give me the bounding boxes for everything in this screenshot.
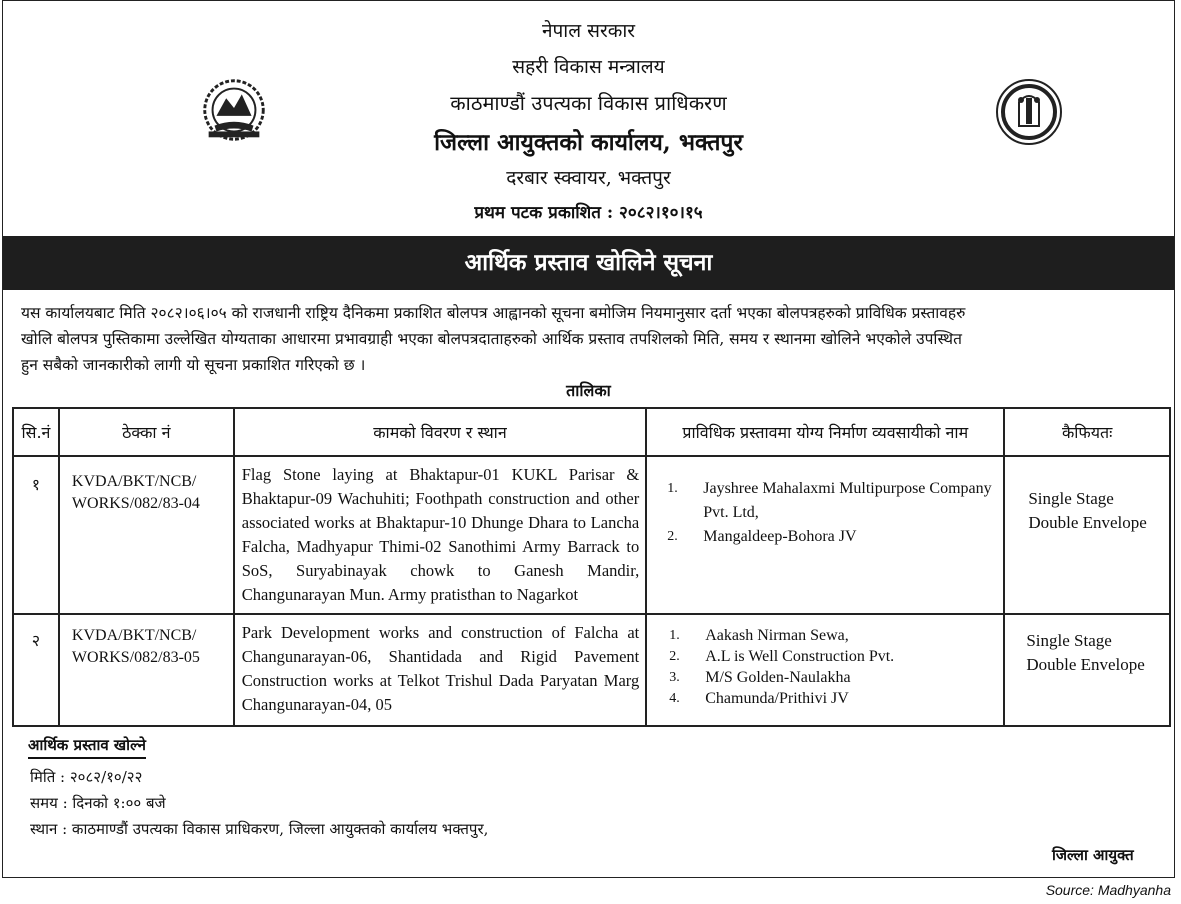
list-item xyxy=(667,525,997,549)
remark-line: Single Stage xyxy=(1028,489,1114,508)
list-item-number: 2. xyxy=(669,649,680,664)
table-caption: तालिका xyxy=(566,381,611,400)
row-description: Park Development works and construction of Falcha at Changunarayan-06, Shantidada and Rigid Pavement Construction works at Telkot Trishul Dada Paryatan Marg Changunarayan-04, 05 xyxy=(234,614,646,726)
list-item-number: 4. xyxy=(669,691,680,706)
row-contract-no xyxy=(59,614,234,726)
header-qualified-firms: प्राविधिक प्रस्तावमा योग्य निर्माण व्यवसायीको नाम xyxy=(646,408,1004,456)
contract-no-part: WORKS/082/83-05 xyxy=(71,649,200,666)
list-item xyxy=(669,625,997,646)
intro-line: हुन सबैको जानकारीको लागी यो सूचना प्रकाशित गरिएको छ । xyxy=(21,356,366,374)
row-contract-no xyxy=(59,456,234,614)
firm-name: A.L is Well Construction Pvt. xyxy=(705,648,895,665)
signature-title: जिल्ला आयुक्त xyxy=(1052,846,1134,864)
firm-list xyxy=(667,477,997,549)
table-row xyxy=(13,456,1170,614)
list-item-number: 1. xyxy=(669,628,680,643)
list-item xyxy=(669,667,997,688)
row-description: Flag Stone laying at Bhaktapur-01 KUKL Parisar & Bhaktapur-09 Wachuhiti; Foothpath construction and other associated works at Bhaktapur-10 Dhunge Dhara to Lancha Falcha, Madhyapur Thimi-02 Sanothimi Army Barrack to SoS, Suryabinayak chowk to Ganesh Mandir, Changunarayan Mun. Army pratisthan to Nagarkot xyxy=(234,456,646,614)
remark-line: Double Envelope xyxy=(1028,513,1147,532)
intro-line: खोलि बोलपत्र पुस्तिकामा उल्लेखित योग्यताका आधारमा प्रभावग्राही भएका बोलपत्रदाताहरुको आर्थिक प्रस्ताव तपशिलको मिति, समय र स्थानमा खोलिने भएकोले उपस्थित xyxy=(21,330,962,348)
header-remarks: कैफियतः xyxy=(1004,408,1170,456)
row-firms xyxy=(646,456,1004,614)
remark-line: Double Envelope xyxy=(1026,655,1145,674)
contract-no-part: KVDA/BKT/NCB/ xyxy=(71,627,197,644)
list-item xyxy=(667,477,997,525)
opening-date: मिति : २०८२/१०/२२ xyxy=(30,768,143,786)
tender-table xyxy=(12,407,1171,727)
firm-name: Chamunda/Prithivi JV xyxy=(705,690,849,707)
header-ministry: सहरी विकास मन्त्रालय xyxy=(512,56,665,78)
firm-name: Jayshree Mahalaxmi Multipurpose Company Pvt. Ltd, xyxy=(703,480,992,521)
opening-title: आर्थिक प्रस्ताव खोल्ने xyxy=(28,735,146,759)
list-item-number: 2. xyxy=(667,529,678,544)
kvda-logo-icon xyxy=(993,76,1065,148)
header-office: जिल्ला आयुक्तको कार्यालय, भक्तपुर xyxy=(434,129,743,156)
firm-list xyxy=(669,625,997,709)
opening-place: स्थान : काठमाण्डौं उपत्यका विकास प्राधिकरण, जिल्ला आयुक्तको कार्यालय भक्तपुर, xyxy=(30,820,489,838)
firm-name: M/S Golden-Naulakha xyxy=(705,669,851,686)
firm-name: Mangaldeep-Bohora JV xyxy=(703,528,857,545)
source-credit: Source: Madhyanha xyxy=(1045,882,1171,898)
list-item xyxy=(669,646,997,667)
header-contract-no: ठेक्का नं xyxy=(59,408,234,456)
opening-time: समय : दिनको १:०० बजे xyxy=(30,794,166,812)
header-authority: काठमाण्डौं उपत्यका विकास प्राधिकरण xyxy=(450,91,727,115)
list-item-number: 1. xyxy=(667,481,678,496)
table-row xyxy=(13,614,1170,726)
published-date: प्रथम पटक प्रकाशित : २०८२।१०।१५ xyxy=(474,203,703,223)
notice-banner: आर्थिक प्रस्ताव खोलिने सूचना xyxy=(3,236,1174,290)
row-serial: १ xyxy=(13,456,59,614)
remark-line: Single Stage xyxy=(1026,631,1112,650)
intro-line: यस कार्यालयबाट मिति २०८२।०६।०५ को राजधानी राष्ट्रिय दैनिकमा प्रकाशित बोलपत्र आह्वानको सूचना बमोजिम नियमानुसार दर्ता भएका बोलपत्रहरुको प्राविधिक प्रस्तावहरु xyxy=(21,304,966,322)
row-serial: २ xyxy=(13,614,59,726)
row-firms xyxy=(646,614,1004,726)
row-remarks xyxy=(1004,614,1170,726)
nepal-emblem-icon xyxy=(195,71,273,149)
header-serial: सि.नं xyxy=(13,408,59,456)
header-description: कामको विवरण र स्थान xyxy=(234,408,646,456)
contract-no-part: WORKS/082/83-04 xyxy=(71,495,200,512)
firm-name: Aakash Nirman Sewa, xyxy=(705,627,849,644)
intro-paragraph xyxy=(21,300,1169,378)
header-government: नेपाल सरकार xyxy=(541,20,636,42)
table-header-row xyxy=(13,408,1170,456)
header-address: दरबार स्क्वायर, भक्तपुर xyxy=(506,167,671,189)
list-item xyxy=(669,688,997,709)
row-remarks xyxy=(1004,456,1170,614)
contract-no-part: KVDA/BKT/NCB/ xyxy=(71,473,197,490)
list-item-number: 3. xyxy=(669,670,680,685)
